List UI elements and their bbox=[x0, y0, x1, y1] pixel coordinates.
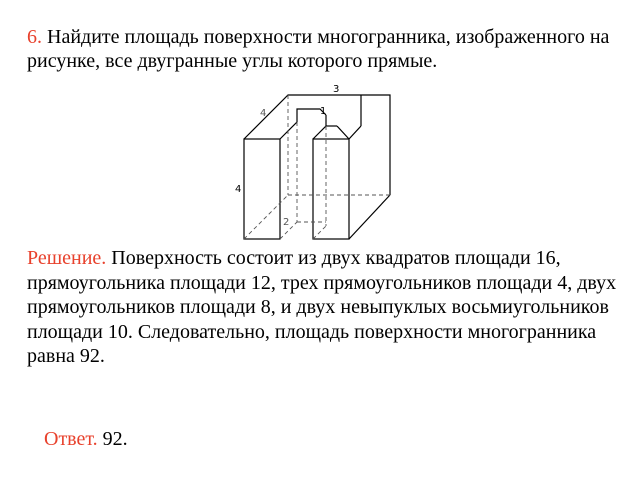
right-slot-top bbox=[313, 126, 326, 139]
left-pillar-front bbox=[244, 139, 280, 239]
solution-block bbox=[27, 246, 627, 369]
right-pillar-front bbox=[313, 139, 349, 239]
problem-statement bbox=[27, 25, 627, 73]
slot-corner bbox=[337, 126, 349, 139]
label-inner-bottom: 2 bbox=[283, 217, 290, 228]
problem-number: 6. bbox=[27, 26, 42, 48]
solution-text: Поверхность состоит из двух квадратов площади 16, прямоугольника площади 12, трех прямоугольников площади 4, двух прямоугольников площади 8, и двух невыпуклых восьмиугольников площади 10. Следовательно, площадь поверхности многогранника равна 92. bbox=[27, 247, 617, 367]
label-inner-top: 1 bbox=[320, 106, 327, 117]
solution-label: Решение. bbox=[27, 247, 107, 269]
answer-label: Ответ. bbox=[44, 428, 98, 450]
label-top-width: 3 bbox=[333, 84, 340, 95]
answer-value: 92. bbox=[102, 428, 128, 450]
right-bottom-edge bbox=[349, 195, 390, 239]
right-top-edge bbox=[349, 126, 361, 139]
problem-text: Найдите площадь поверхности многогранника, изображенного на рисунке, все двугранные углы которого прямые. bbox=[27, 26, 610, 72]
polyhedron-figure bbox=[230, 82, 405, 244]
label-depth: 4 bbox=[260, 108, 267, 119]
answer-block bbox=[44, 427, 128, 451]
label-height: 4 bbox=[235, 184, 242, 195]
